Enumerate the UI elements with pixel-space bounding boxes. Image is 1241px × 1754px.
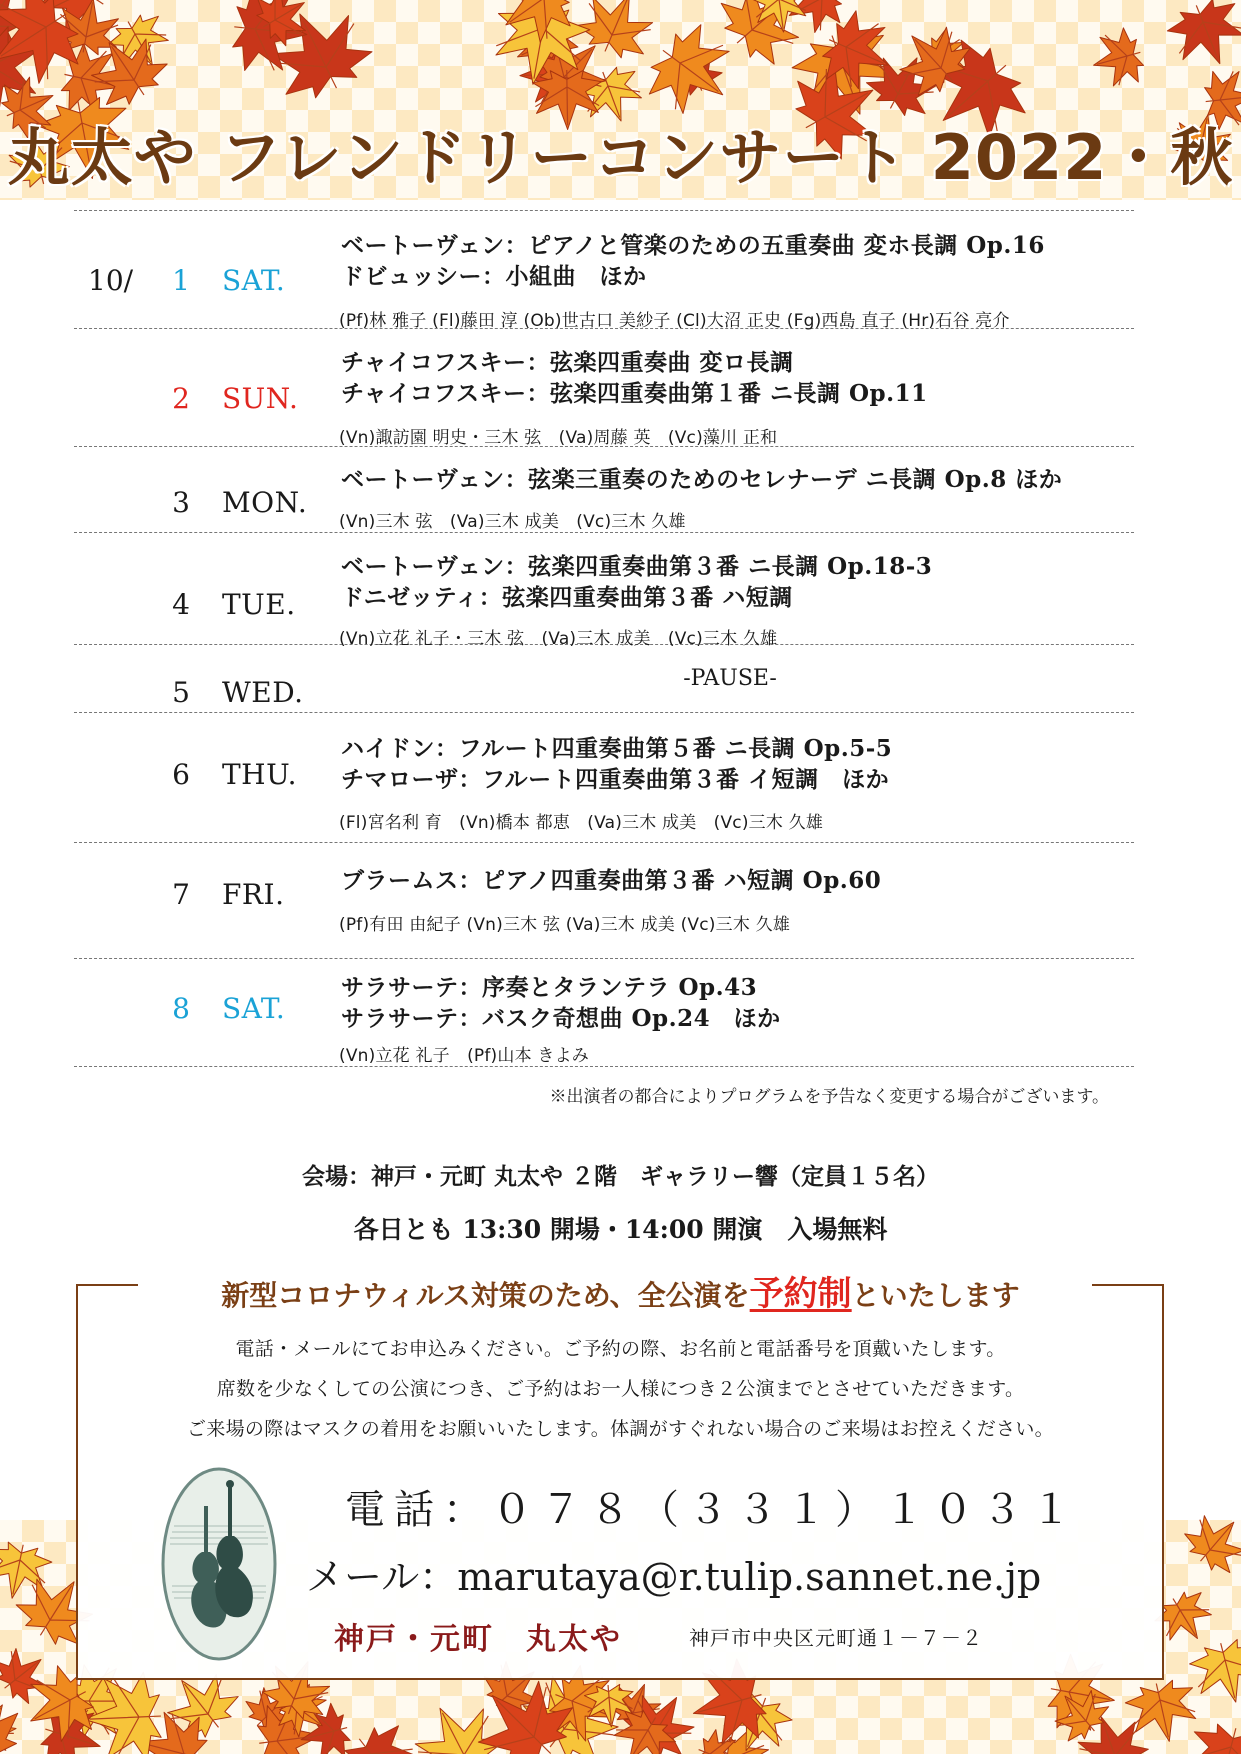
program-line: ベートーヴェン：弦楽三重奏のためのセレナーデ ニ長調 Op.8 ほか bbox=[341, 466, 1063, 493]
schedule-day: 7 bbox=[172, 878, 190, 911]
program-line: サラサーテ：序奏とタランテラ Op.43 bbox=[341, 974, 758, 1001]
program-line: サラサーテ：バスク奇想曲 Op.24 ほか bbox=[341, 1005, 781, 1032]
maple-leaf-icon bbox=[1186, 1634, 1241, 1710]
schedule-weekday: MON. bbox=[222, 486, 308, 519]
reservation-highlight: 予約制 bbox=[749, 1274, 852, 1314]
shop-name: 神戸・元町 丸太や bbox=[334, 1622, 622, 1657]
performers-line: (Vn)諏訪園 明史・三木 弦 (Va)周藤 英 (Vc)藻川 正和 bbox=[339, 428, 778, 448]
maple-leaf-icon bbox=[1163, 0, 1241, 77]
schedule-weekday: SAT. bbox=[222, 264, 286, 297]
maple-leaf-icon bbox=[1086, 25, 1148, 92]
time-info: 各日とも 13:30 開場・14:00 開演 入場無料 bbox=[353, 1215, 888, 1244]
maple-leaf-icon bbox=[1178, 1503, 1241, 1581]
schedule-day: 8 bbox=[172, 992, 190, 1025]
covid-notice bbox=[0, 1266, 1241, 1315]
schedule-divider bbox=[74, 1066, 1134, 1067]
schedule-divider bbox=[74, 210, 1134, 211]
venue-info: 会場：神戸・元町 丸太や ２階 ギャラリー響（定員１５名） bbox=[301, 1163, 939, 1190]
maple-leaf-icon bbox=[1181, 1718, 1241, 1754]
program-change-note: ※出演者の都合によりプログラムを予告なく変更する場合がございます。 bbox=[549, 1087, 1109, 1107]
schedule-divider bbox=[74, 712, 1134, 713]
performers-line: (Pf)林 雅子 (Fl)藤田 淳 (Ob)世古口 美紗子 (Cl)大沼 正史 (Fg)西島 直子 (Hr)石谷 亮介 bbox=[339, 311, 1010, 331]
schedule-day: 3 bbox=[172, 486, 190, 519]
maple-leaf-icon bbox=[1123, 1676, 1203, 1749]
program-line: チマローザ：フルート四重奏曲第３番 イ短調 ほか bbox=[341, 766, 890, 793]
pause-label: -PAUSE- bbox=[683, 666, 777, 691]
info-line-3: ご来場の際はマスクの着用をお願いいたします。体調がすぐれない場合のご来場はお控えください。 bbox=[187, 1418, 1054, 1440]
schedule-weekday: THU. bbox=[222, 758, 298, 791]
program-line: チャイコフスキー：弦楽四重奏曲第１番 ニ長調 Op.11 bbox=[341, 380, 928, 407]
schedule-day: 6 bbox=[172, 758, 190, 791]
contact-email: メール：marutaya@r.tulip.sannet.ne.jp bbox=[306, 1555, 1042, 1599]
contact-phone: 電話：０７８（３３１）１０３１ bbox=[345, 1487, 1080, 1533]
schedule-divider bbox=[74, 842, 1134, 843]
schedule-divider bbox=[74, 958, 1134, 959]
info-line-2: 席数を少なくしての公演につき、ご予約はお一人様につき２公演までとさせていただきます。 bbox=[216, 1378, 1025, 1400]
month-label: 10/ bbox=[88, 264, 134, 297]
program-line: ベートーヴェン：弦楽四重奏曲第３番 ニ長調 Op.18-3 bbox=[341, 553, 933, 580]
schedule-weekday: SUN. bbox=[222, 382, 299, 415]
poster-title: 丸太や フレンドリーコンサート 2022・秋 bbox=[7, 121, 1234, 194]
program-line: ブラームス：ピアノ四重奏曲第３番 ハ短調 Op.60 bbox=[341, 867, 882, 894]
program-line: ベートーヴェン：ピアノと管楽のための五重奏曲 変ホ長調 Op.16 bbox=[341, 232, 1045, 259]
performers-line: (Vn)三木 弦 (Va)三木 成美 (Vc)三木 久雄 bbox=[339, 512, 686, 532]
cello-logo-icon bbox=[160, 1466, 278, 1662]
schedule-weekday: SAT. bbox=[222, 992, 286, 1025]
program-line: ドビュッシー：小組曲 ほか bbox=[341, 263, 647, 290]
schedule-weekday: TUE. bbox=[222, 588, 296, 621]
program-line: チャイコフスキー：弦楽四重奏曲 変ロ長調 bbox=[341, 349, 794, 376]
performers-line: (Vn)立花 礼子・三木 弦 (Va)三木 成美 (Vc)三木 久雄 bbox=[339, 629, 778, 649]
schedule-day: 4 bbox=[172, 588, 190, 621]
schedule-weekday: FRI. bbox=[222, 878, 285, 911]
schedule-day: 1 bbox=[172, 264, 190, 297]
program-line: ドニゼッティ：弦楽四重奏曲第３番 ハ短調 bbox=[341, 584, 793, 611]
schedule-day: 5 bbox=[172, 676, 190, 709]
info-line-1: 電話・メールにてお申込みください。ご予約の際、お名前と電話番号を頂戴いたします。 bbox=[235, 1338, 1006, 1360]
schedule-day: 2 bbox=[172, 382, 190, 415]
shop-address: 神戸市中央区元町通１－７－２ bbox=[689, 1626, 983, 1650]
schedule-weekday: WED. bbox=[222, 676, 304, 709]
schedule-divider bbox=[74, 532, 1134, 533]
program-line: ハイドン：フルート四重奏曲第５番 ニ長調 Op.5-5 bbox=[341, 735, 893, 762]
performers-line: (Vn)立花 礼子 (Pf)山本 きよみ bbox=[339, 1046, 589, 1066]
covid-notice-text-end: といたします bbox=[851, 1279, 1020, 1312]
performers-line: (Pf)有田 由紀子 (Vn)三木 弦 (Va)三木 成美 (Vc)三木 久雄 bbox=[339, 915, 791, 935]
performers-line: (Fl)宮名利 育 (Vn)橋本 都恵 (Va)三木 成美 (Vc)三木 久雄 bbox=[339, 813, 824, 833]
covid-notice-text: 新型コロナウィルス対策のため、全公演を bbox=[221, 1279, 750, 1312]
